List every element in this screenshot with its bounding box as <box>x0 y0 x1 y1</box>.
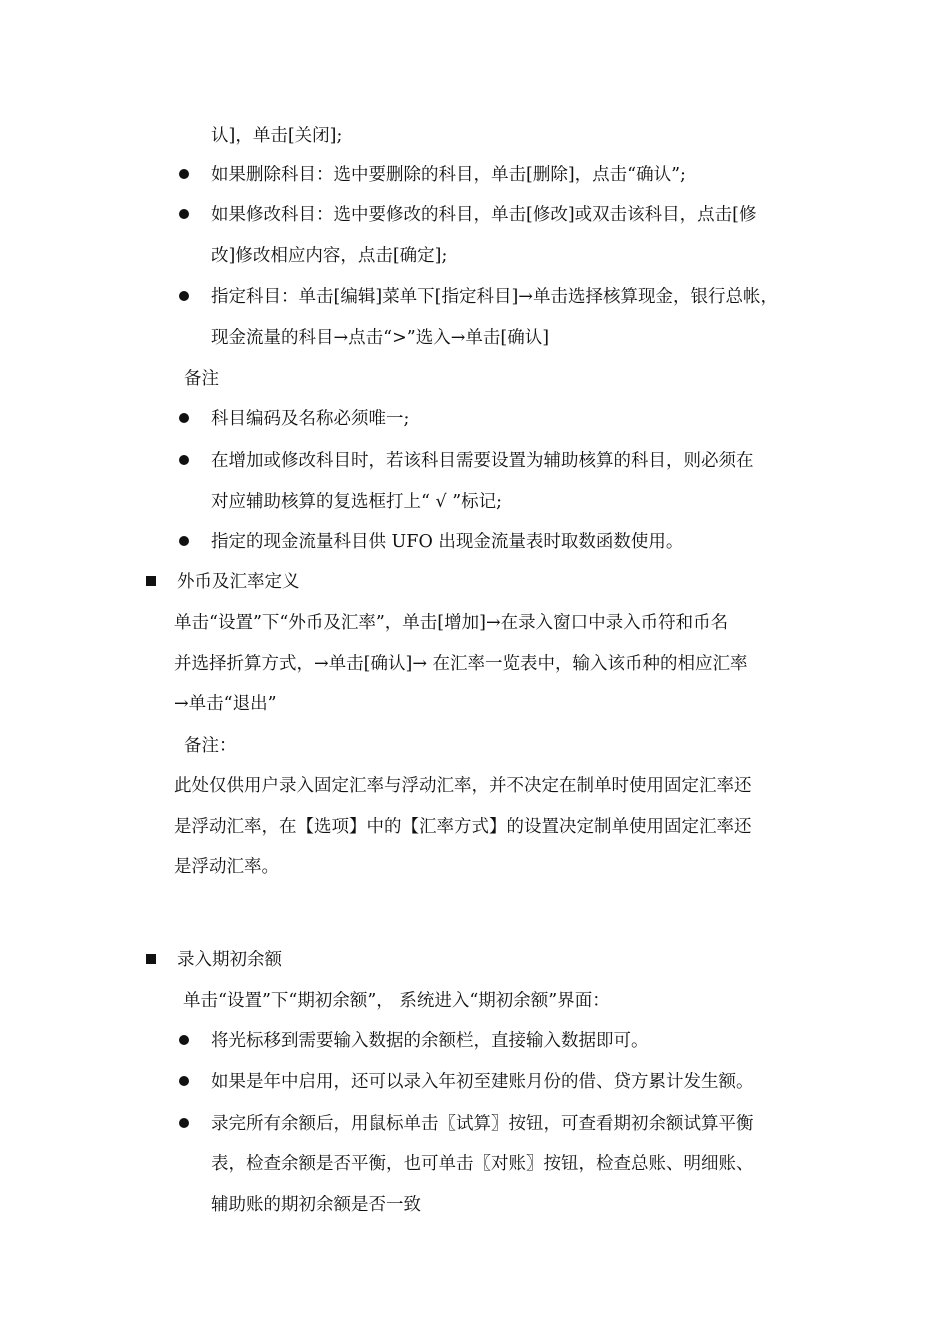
list-item: 在增加或修改科目时，若该科目需要设置为辅助核算的科目，则必须在 <box>211 451 754 471</box>
bullet-icon <box>179 536 189 546</box>
paragraph-line: 单击“设置”下“期初余额”， 系统进入“期初余额”界面： <box>183 991 610 1011</box>
list-item: 录完所有余额后，用鼠标单击〖试算〗按钮，可查看期初余额试算平衡 <box>211 1114 754 1134</box>
section-heading: 录入期初余额 <box>177 950 282 970</box>
list-item: 将光标移到需要输入数据的余额栏，直接输入数据即可。 <box>211 1031 649 1051</box>
section-heading: 外币及汇率定义 <box>177 572 300 592</box>
list-item-continuation: 对应辅助核算的复选框打上“ √ ”标记; <box>211 492 503 512</box>
bullet-icon <box>179 413 189 423</box>
paragraph-line: →单击“退出” <box>174 694 277 714</box>
section-square-icon <box>146 576 156 586</box>
bullet-icon <box>179 291 189 301</box>
note-line: 此处仅供用户录入固定汇率与浮动汇率，并不决定在制单时使用固定汇率还 <box>174 776 752 796</box>
text-line: 认]，单击[关闭]; <box>211 126 343 146</box>
list-item: 指定的现金流量科目供 UFO 出现金流量表时取数函数使用。 <box>211 532 684 552</box>
note-label: 备注： <box>184 736 237 756</box>
bullet-icon <box>179 209 189 219</box>
note-label: 备注 <box>184 369 219 389</box>
list-item: 如果删除科目：选中要删除的科目，单击[删除]，点击“确认”; <box>211 165 686 185</box>
paragraph-line: 并选择折算方式，→单击[确认]→ 在汇率一览表中，输入该币种的相应汇率 <box>174 654 748 674</box>
section-square-icon <box>146 954 156 964</box>
list-item-continuation: 辅助账的期初余额是否一致 <box>211 1195 421 1215</box>
bullet-icon <box>179 169 189 179</box>
bullet-icon <box>179 1076 189 1086</box>
list-item: 科目编码及名称必须唯一; <box>211 409 410 429</box>
list-item-continuation: 现金流量的科目→点击“>”选入→单击[确认] <box>211 328 550 348</box>
list-item: 指定科目：单击[编辑]菜单下[指定科目]→单击选择核算现金，银行总帐， <box>211 287 778 307</box>
bullet-icon <box>179 1118 189 1128</box>
paragraph-line: 单击“设置”下“外币及汇率”，单击[增加]→在录入窗口中录入币符和币名 <box>174 613 729 633</box>
bullet-icon <box>179 1035 189 1045</box>
note-line: 是浮动汇率，在【选项】中的【汇率方式】的设置决定制单使用固定汇率还 <box>174 817 752 837</box>
note-line: 是浮动汇率。 <box>174 857 279 877</box>
list-item: 如果是年中启用，还可以录入年初至建账月份的借、贷方累计发生额。 <box>211 1072 754 1092</box>
list-item-continuation: 改]修改相应内容，点击[确定]; <box>211 246 448 266</box>
list-item: 如果修改科目：选中要修改的科目，单击[修改]或双击该科目，点击[修 <box>211 205 757 225</box>
bullet-icon <box>179 455 189 465</box>
list-item-continuation: 表，检查余额是否平衡，也可单击〖对账〗按钮，检查总账、明细账、 <box>211 1154 754 1174</box>
